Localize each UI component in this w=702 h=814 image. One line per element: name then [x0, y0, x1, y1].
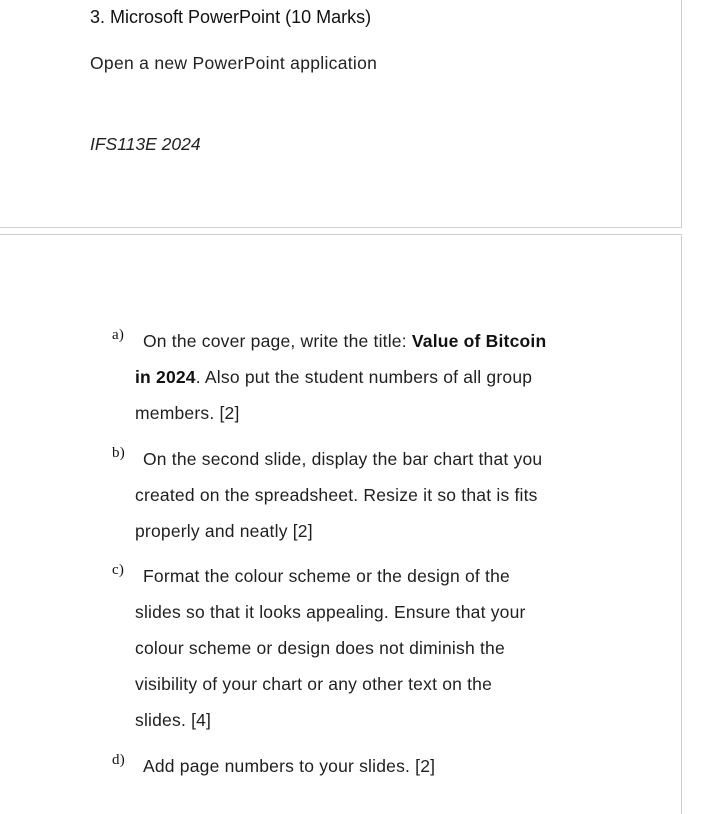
task-a-text: . Also put the student numbers of all group — [195, 367, 533, 387]
task-a-line-3: members. [2] — [135, 403, 240, 423]
task-b-line-3: properly and neatly [2] — [135, 521, 313, 541]
course-code-footer: IFS113E 2024 — [90, 134, 201, 154]
task-b — [112, 441, 592, 549]
document-page-1 — [0, 0, 682, 228]
bitcoin-title-bold: Value of Bitcoin — [411, 331, 547, 351]
task-d — [112, 748, 592, 784]
task-c-line-1: Format the colour scheme or the design of the — [143, 566, 510, 586]
task-a-line-2 — [112, 359, 592, 395]
task-marker-b: b) — [112, 445, 125, 461]
task-a — [112, 323, 592, 431]
task-a-text: On the cover page, write the title: — [143, 331, 412, 351]
task-c-line-5: slides. [4] — [135, 710, 212, 730]
section-heading: 3. Microsoft PowerPoint (10 Marks) — [90, 7, 372, 27]
task-b-line-1: On the second slide, display the bar chart that you — [143, 449, 543, 469]
task-d-line-1: Add page numbers to your slides. [2] — [143, 756, 436, 776]
task-c — [112, 558, 592, 738]
task-c-line-2: slides so that it looks appealing. Ensure that your — [135, 602, 526, 622]
task-a-line-1 — [112, 323, 592, 359]
bitcoin-year-bold: in 2024 — [135, 367, 196, 387]
task-b-line-2: created on the spreadsheet. Resize it so that is fits — [135, 485, 538, 505]
task-marker-c: c) — [112, 562, 125, 578]
intro-instruction: Open a new PowerPoint application — [90, 53, 378, 73]
task-marker-a: a) — [112, 327, 125, 343]
task-marker-d: d) — [112, 752, 125, 768]
document-page-2 — [0, 234, 682, 814]
task-c-line-3: colour scheme or design does not diminish the — [135, 638, 505, 658]
task-c-line-4: visibility of your chart or any other text on the — [135, 674, 493, 694]
